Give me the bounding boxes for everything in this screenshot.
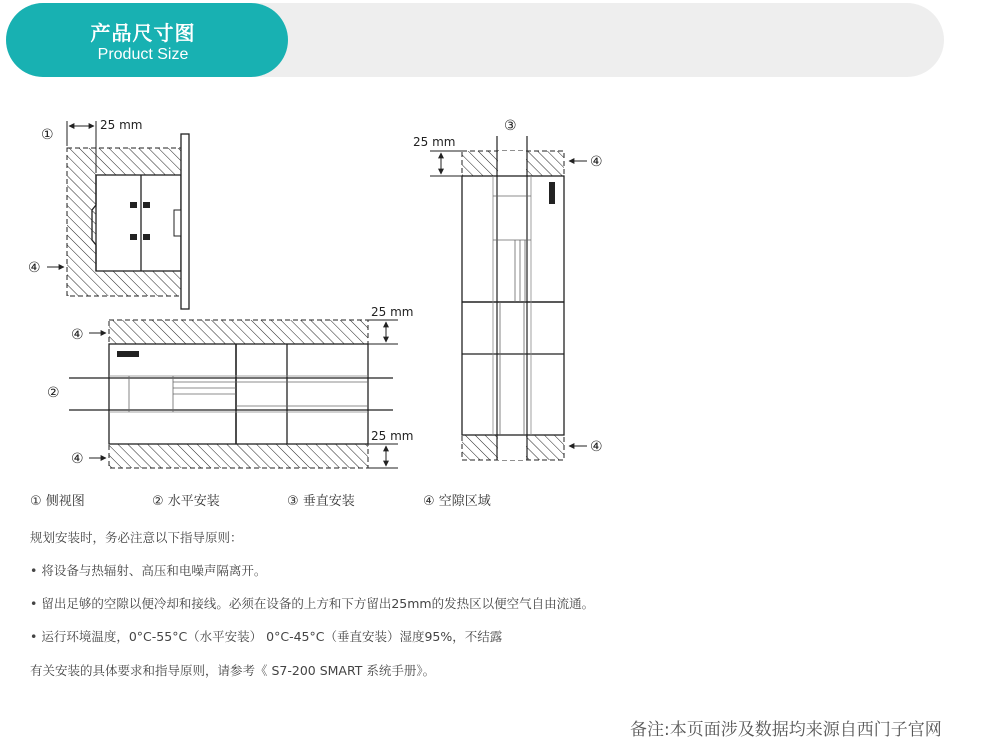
horizontal-top-dim-label: 25 mm xyxy=(371,305,414,319)
horizontal-top-marker-4: ④ xyxy=(71,327,84,343)
vertical-top-marker-4: ④ xyxy=(590,154,603,170)
vertical-device xyxy=(462,176,564,435)
legend-label: 空隙区域 xyxy=(438,494,491,509)
marker-2: ② xyxy=(47,385,60,401)
side-device-body xyxy=(96,175,181,271)
legend-item-vertical xyxy=(287,490,355,509)
legend-label: 垂直安装 xyxy=(302,494,355,509)
legend-item-clearance xyxy=(423,490,491,509)
notes-reference: 有关安装的具体要求和指导原则，请参考《 S7-200 SMART 系统手册》。 xyxy=(30,663,436,678)
horizontal-bottom-marker-4: ④ xyxy=(71,451,84,467)
horizontal-bottom-dim-label: 25 mm xyxy=(371,429,414,443)
source-footnote: 备注:本页面涉及数据均来源自西门子官网 xyxy=(630,720,942,740)
side-marker-4: ④ xyxy=(28,260,41,276)
marker-1: ① xyxy=(41,127,54,143)
notes-bullet: • 将设备与热辐射、高压和电噪声隔离开。 xyxy=(30,563,267,578)
horizontal-top-clearance xyxy=(109,320,368,344)
horizontal-view xyxy=(47,305,413,468)
header-subtitle: Product Size xyxy=(97,46,189,63)
vertical-bottom-marker-4: ④ xyxy=(590,439,603,455)
side-din-rail xyxy=(181,134,189,309)
legend-number: ③ xyxy=(287,494,299,509)
vertical-dim-label: 25 mm xyxy=(413,135,456,149)
legend-number: ② xyxy=(152,494,164,509)
legend-label: 侧视图 xyxy=(45,494,85,509)
marker-3: ③ xyxy=(504,118,517,134)
side-dim-label: 25 mm xyxy=(100,118,143,132)
side-view xyxy=(28,118,189,309)
header-title: 产品尺寸图 xyxy=(90,21,196,45)
legend-item-side-view xyxy=(30,490,85,509)
legend-number: ① xyxy=(30,494,42,509)
legend-item-horizontal xyxy=(152,490,220,509)
notes-bullet: • 留出足够的空隙以便冷却和接线。必须在设备的上方和下方留出25mm的发热区以便空气自由流通。 xyxy=(30,596,595,611)
legend-number: ④ xyxy=(423,494,435,509)
vertical-view xyxy=(413,118,603,460)
notes-intro: 规划安装时，务必注意以下指导原则： xyxy=(30,530,243,545)
horizontal-bottom-clearance xyxy=(109,444,368,468)
horizontal-device xyxy=(109,344,368,444)
legend-label: 水平安装 xyxy=(167,494,220,509)
notes-bullet: • 运行环境温度，0°C-55°C（水平安装） 0°C-45°C（垂直安装）湿度95%，不结露 xyxy=(30,629,503,644)
